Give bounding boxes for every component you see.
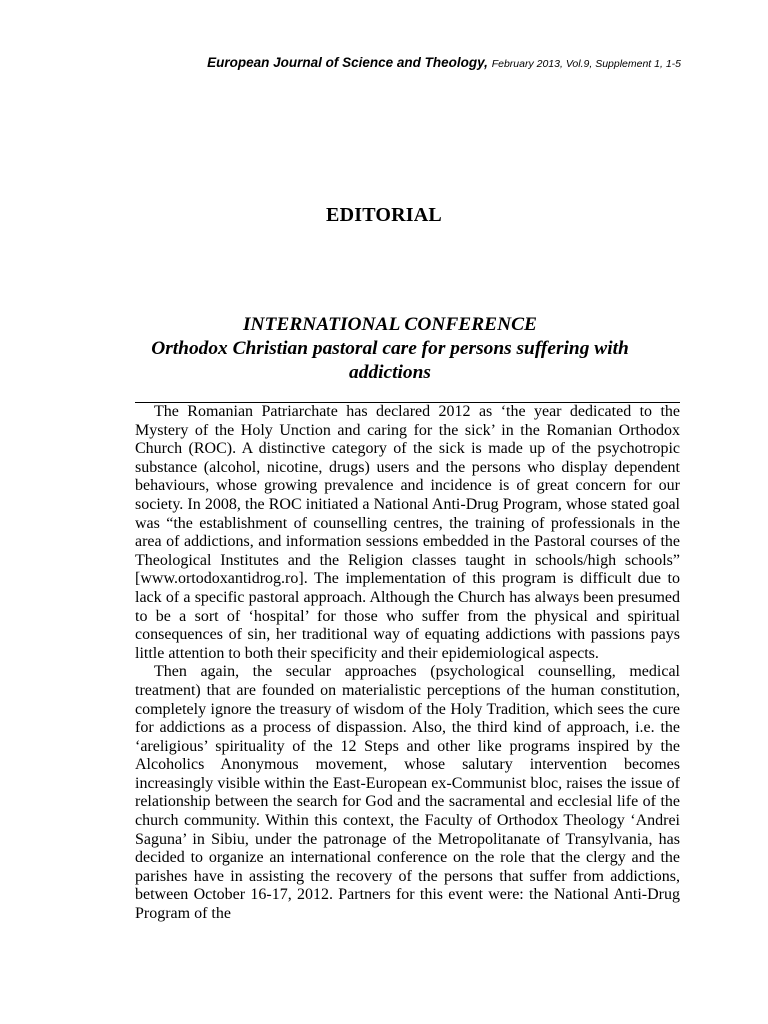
title-line-2: Orthodox Christian pastoral care for persons suffering with xyxy=(151,338,629,359)
article-title xyxy=(100,313,680,385)
body-paragraph-1: The Romanian Patriarchate has declared 2012 as ‘the year dedicated to the Mystery of the Holy Unction and caring for the sick’ in the Romanian Orthodox Church (ROC). A distinctive category of the sick is made up of the psychotropic substance (alcohol, nicotine, drugs) users and the persons who display dependent behaviours, whose growing prevalence and incidence is of great concern for our society. In 2008, the ROC initiated a National Anti-Drug Program, whose stated goal was “the establishment of counselling centres, the training of professionals in the area of addictions, and information sessions embedded in the Pastoral courses of the Theological Institutes and the Religion classes taught in schools/high schools” [www.ortodoxantidrog.ro]. The implementation of this program is difficult due to lack of a specific pastoral approach. Although the Church has always been presumed to be a sort of ‘hospital’ for those who suffer from the physical and spiritual consequences of sin, her traditional way of equating addictions with passions pays little attention to both their specificity and their epidemiological aspects. xyxy=(135,403,680,662)
title-line-3: addictions xyxy=(349,362,431,383)
title-line-1: INTERNATIONAL CONFERENCE xyxy=(243,314,537,335)
section-label: EDITORIAL xyxy=(326,204,442,226)
article-body xyxy=(135,403,680,924)
issue-info: February 2013, Vol.9, Supplement 1, 1-5 xyxy=(491,58,681,70)
body-paragraph-2: Then again, the secular approaches (psychological counselling, medical treatment) that are founded on materialistic perceptions of the human constitution, completely ignore the treasury of wisdom of the Holy Tradition, which sees the cure for addictions as a process of dispassion. Also, the third kind of approach, i.e. the ‘areligious’ spirituality of the 12 Steps and other like programs inspired by the Alcoholics Anonymous movement, whose salutary intervention becomes increasingly visible within the East-European ex-Communist bloc, raises the issue of relationship between the search for God and the sacramental and ecclesial life of the church community. Within this context, the Faculty of Orthodox Theology ‘Andrei Saguna’ in Sibiu, under the patronage of the Metropolitanate of Transylvania, has decided to organize an international conference on the role that the clergy and the parishes have in assisting the recovery of the persons that suffer from addictions, between October 16-17, 2012. Partners for this event were: the National Anti-Drug Program of the xyxy=(135,663,680,923)
journal-name: European Journal of Science and Theology, xyxy=(207,55,488,70)
running-header xyxy=(207,55,681,70)
